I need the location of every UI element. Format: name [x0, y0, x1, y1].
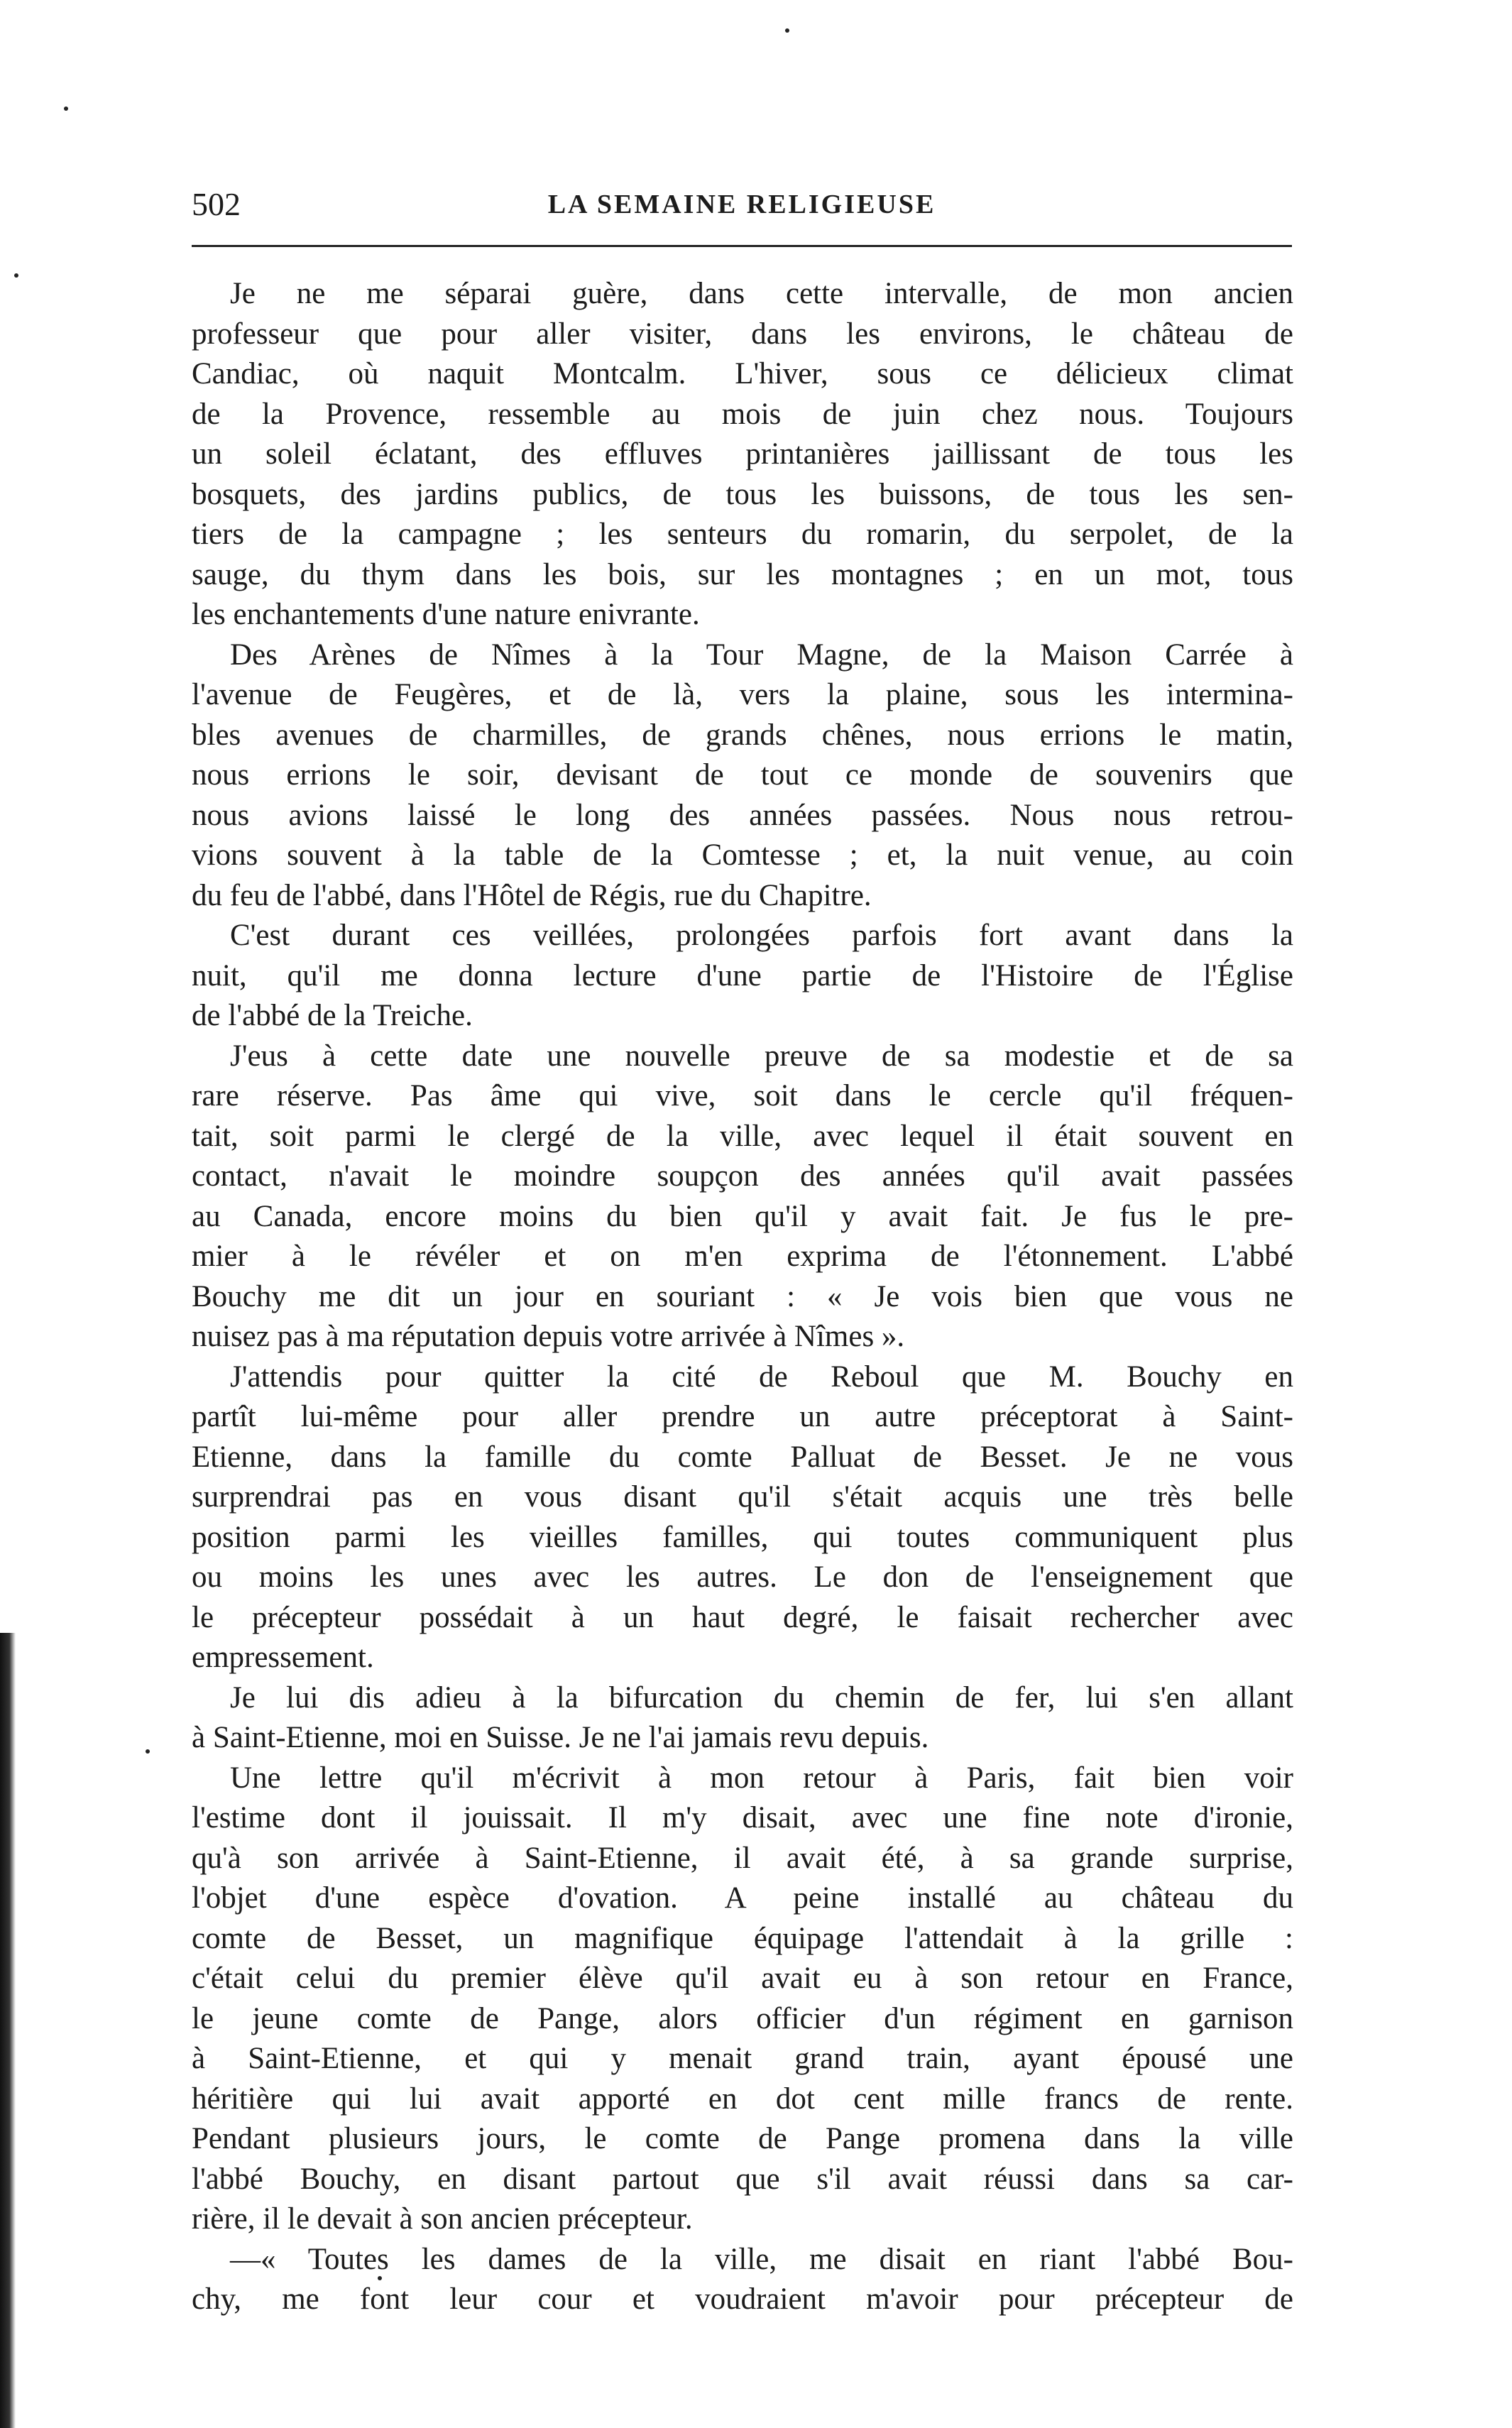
text-line: un soleil éclatant, des effluves printanières jaillissant de tous les [192, 437, 1293, 471]
text-line: partît lui-même pour aller prendre un autre préceptorat à Saint- [192, 1400, 1293, 1433]
text-line: nous avions laissé le long des années passées. Nous nous retrou- [192, 798, 1293, 832]
page-header [192, 183, 1292, 226]
print-speck [64, 106, 68, 111]
text-line: Je lui dis adieu à la bifurcation du chemin de fer, lui s'en allant [230, 1680, 1293, 1715]
text-line: l'objet d'une espèce d'ovation. A peine installé au château du [192, 1881, 1293, 1915]
print-speck [14, 273, 18, 278]
text-line: empressement. [192, 1641, 374, 1674]
text-line: Pendant plusieurs jours, le comte de Pange promena dans la ville [192, 2122, 1293, 2155]
text-line: sauge, du thym dans les bois, sur les montagnes ; en un mot, tous [192, 557, 1293, 591]
text-line: J'attendis pour quitter la cité de Reboul que M. Bouchy en [230, 1360, 1293, 1394]
text-line: héritière qui lui avait apporté en dot cent mille francs de rente. [192, 2082, 1293, 2116]
text-line: Je ne me séparai guère, dans cette intervalle, de mon ancien [230, 277, 1293, 310]
text-line: Bouchy me dit un jour en souriant : « Je vois bien que vous ne [192, 1279, 1293, 1313]
text-line: J'eus à cette date une nouvelle preuve de sa modestie et de sa [230, 1039, 1293, 1073]
text-line: Une lettre qu'il m'écrivit à mon retour à Paris, fait bien voir [230, 1761, 1293, 1795]
text-line: tiers de la campagne ; les senteurs du romarin, du serpolet, de la [192, 518, 1293, 551]
text-line: le jeune comte de Pange, alors officier d'un régiment en garnison [192, 2001, 1293, 2035]
text-line: à Saint-Etienne, et qui y menait grand train, ayant épousé une [192, 2042, 1293, 2075]
text-line: position parmi les vieilles familles, qui toutes communiquent plus [192, 1520, 1293, 1554]
text-line: l'abbé Bouchy, en disant partout que s'il avait réussi dans sa car- [192, 2162, 1293, 2196]
text-line: à Saint-Etienne, moi en Suisse. Je ne l'ai jamais revu depuis. [192, 1721, 929, 1754]
text-line: l'avenue de Feugères, et de là, vers la plaine, sous les intermina- [192, 678, 1293, 711]
body-text [192, 274, 1293, 2320]
text-line: c'était celui du premier élève qu'il avait eu à son retour en France, [192, 1962, 1293, 1995]
text-line: rière, il le devait à son ancien précepteur. [192, 2202, 693, 2236]
text-line: tait, soit parmi le clergé de la ville, avec lequel il était souvent en [192, 1119, 1293, 1153]
text-line: l'estime dont il jouissait. Il m'y disait, avec une fine note d'ironie, [192, 1801, 1293, 1834]
text-line: les enchantements d'une nature enivrante. [192, 598, 700, 631]
text-line: professeur que pour aller visiter, dans les environs, le château de [192, 317, 1293, 351]
text-line: Des Arènes de Nîmes à la Tour Magne, de la Maison Carrée à [230, 638, 1293, 672]
text-line: —« Toutes les dames de la ville, me disait en riant l'abbé Bou- [230, 2242, 1293, 2276]
text-line: comte de Besset, un magnifique équipage l'attendait à la grille : [192, 1921, 1293, 1955]
print-speck [146, 1749, 150, 1754]
print-speck [378, 2276, 382, 2280]
running-title: LA SEMAINE RELIGIEUSE [547, 190, 936, 219]
print-speck [785, 28, 789, 33]
text-line: Etienne, dans la famille du comte Palluat de Besset. Je ne vous [192, 1440, 1293, 1474]
text-line: au Canada, encore moins du bien qu'il y avait fait. Je fus le pre- [192, 1199, 1293, 1233]
text-line: qu'à son arrivée à Saint-Etienne, il avait été, à sa grande surprise, [192, 1841, 1293, 1875]
text-line: de la Provence, ressemble au mois de juin chez nous. Toujours [192, 397, 1293, 431]
text-line: nous errions le soir, devisant de tout ce monde de souvenirs que [192, 758, 1293, 792]
page-number: 502 [192, 186, 241, 222]
text-line: de l'abbé de la Treiche. [192, 999, 473, 1032]
text-line: bles avenues de charmilles, de grands chênes, nous errions le matin, [192, 718, 1293, 752]
text-line: mier à le révéler et on m'en exprima de l'étonnement. L'abbé [192, 1240, 1293, 1273]
text-line: rare réserve. Pas âme qui vive, soit dans le cercle qu'il fréquen- [192, 1079, 1293, 1112]
text-line: nuit, qu'il me donna lecture d'une partie de l'Histoire de l'Église [192, 958, 1293, 992]
text-line: bosquets, des jardins publics, de tous les buissons, de tous les sen- [192, 477, 1293, 511]
text-line: vions souvent à la table de la Comtesse ; et, la nuit venue, au coin [192, 838, 1293, 872]
text-line: ou moins les unes avec les autres. Le don de l'enseignement que [192, 1560, 1293, 1594]
text-line: contact, n'avait le moindre soupçon des années qu'il avait passées [192, 1159, 1293, 1193]
header-rule [192, 245, 1292, 247]
binding-edge-shadow [0, 1633, 16, 2428]
text-line: nuisez pas à ma réputation depuis votre arrivée à Nîmes ». [192, 1320, 905, 1353]
text-line: chy, me font leur cour et voudraient m'avoir pour précepteur de [192, 2282, 1293, 2316]
text-line: Candiac, où naquit Montcalm. L'hiver, sous ce délicieux climat [192, 357, 1293, 390]
text-line: C'est durant ces veillées, prolongées parfois fort avant dans la [230, 919, 1293, 952]
text-line: le précepteur possédait à un haut degré, le faisait rechercher avec [192, 1600, 1293, 1634]
text-line: surprendrai pas en vous disant qu'il s'était acquis une très belle [192, 1480, 1293, 1514]
text-line: du feu de l'abbé, dans l'Hôtel de Régis, rue du Chapitre. [192, 878, 872, 912]
